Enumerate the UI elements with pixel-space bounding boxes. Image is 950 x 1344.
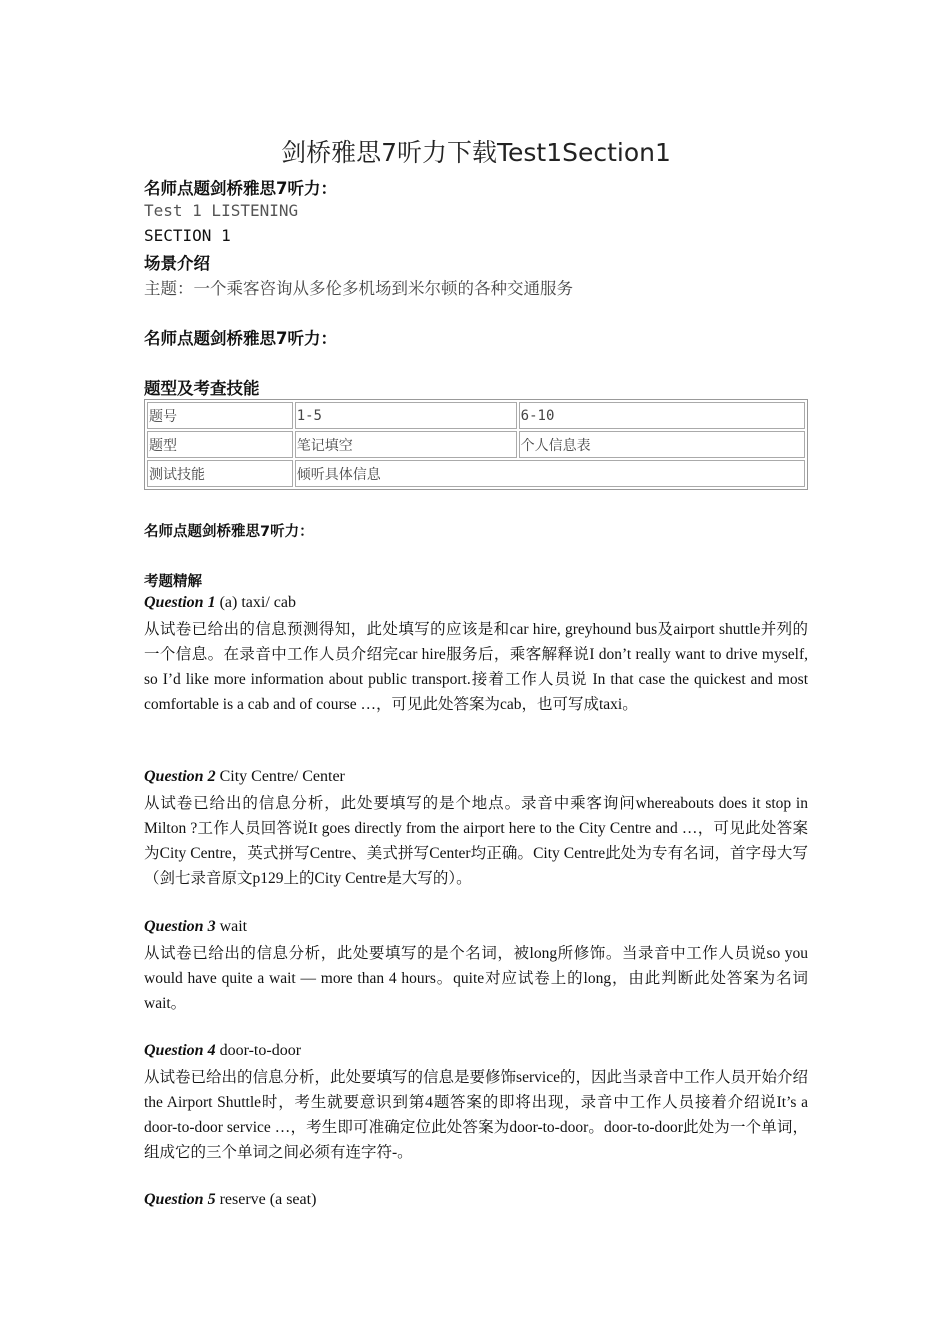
analysis-heading: 考题精解: [144, 574, 202, 590]
question-1-explanation: 从试卷已给出的信息预测得知，此处填写的应该是和car hire, greyhound bus及airport shuttle并列的一个信息。在录音中工作人员介绍完car hire服务后，乘客解释说I don’t really want to drive myself, so I’d like more information about public transport.接着工作人员说 In that case the quickest and most comfortable is a cab and of course …，可见此处答案为cab，也可写成taxi。: [144, 621, 808, 713]
teacher-heading-1: 名师点题剑桥雅思7听力：: [144, 179, 337, 198]
skills-heading: 题型及考查技能: [144, 379, 260, 398]
table-cell: 测试技能: [147, 460, 293, 487]
table-cell: 倾听具体信息: [295, 460, 805, 487]
table-cell: 个人信息表: [519, 431, 805, 458]
table-cell: 题型: [147, 431, 293, 458]
table-row: [147, 431, 805, 458]
table-cell: 笔记填空: [295, 431, 517, 458]
question-3-header: [144, 918, 247, 936]
table-row: [147, 402, 805, 429]
table-cell: 1-5: [295, 402, 517, 429]
question-1-header: [144, 594, 296, 612]
question-4-explanation: 从试卷已给出的信息分析，此处要填写的信息是要修饰service的，因此当录音中工作人员开始介绍the Airport Shuttle时，考生就要意识到第4题答案的即将出现，录音中工作人员接着介绍说It’s a door-to-door service …，考生即可准确定位此处答案为door-to-door。door-to-door此处为一个单词，组成它的三个单词之间必须有连字符-。: [144, 1069, 808, 1161]
question-number: Question 3: [144, 918, 216, 935]
question-3-explanation: 从试卷已给出的信息分析，此处要填写的是个名词，被long所修饰。当录音中工作人员说so you would have quite a wait — more than 4 hours。quite对应试卷上的long，由此判断此处答案为名词wait。: [144, 945, 808, 1012]
table-cell: 6-10: [519, 402, 805, 429]
question-number: Question 4: [144, 1042, 216, 1059]
scene-heading: 场景介绍: [144, 254, 210, 273]
teacher-heading-3: 名师点题剑桥雅思7听力：: [144, 524, 314, 540]
question-answer: (a) taxi/ cab: [215, 594, 296, 611]
question-number: Question 2: [144, 768, 216, 785]
question-number: Question 5: [144, 1191, 216, 1208]
document-title: 剑桥雅思7听力下载Test1Section1: [281, 138, 671, 167]
table-cell: 题号: [147, 402, 293, 429]
test-label: Test 1 LISTENING: [144, 201, 299, 220]
section-label: SECTION 1: [144, 226, 231, 245]
question-answer: City Centre/ Center: [215, 768, 345, 785]
question-5-header: [144, 1191, 316, 1209]
table-row: [147, 460, 805, 487]
question-answer: door-to-door: [215, 1042, 302, 1059]
question-2-explanation: 从试卷已给出的信息分析，此处要填写的是个地点。录音中乘客询问whereabouts does it stop in Milton ?工作人员回答说It goes directly from the airport here to the City Centre and …，可见此处答案为City Centre，英式拼写Centre、美式拼写Center均正确。City Centre此处为专有名词，首字母大写（剑七录音原文p129上的City Centre是大写的）。: [144, 795, 808, 887]
question-4-header: [144, 1042, 301, 1060]
question-number: Question 1: [144, 594, 216, 611]
question-answer: wait: [215, 918, 248, 935]
question-answer: reserve (a seat): [215, 1191, 317, 1208]
question-type-table: [144, 399, 808, 490]
teacher-heading-2: 名师点题剑桥雅思7听力：: [144, 329, 337, 348]
question-2-header: [144, 768, 345, 786]
topic-text: 主题：一个乘客咨询从多伦多机场到米尔顿的各种交通服务: [144, 279, 573, 298]
